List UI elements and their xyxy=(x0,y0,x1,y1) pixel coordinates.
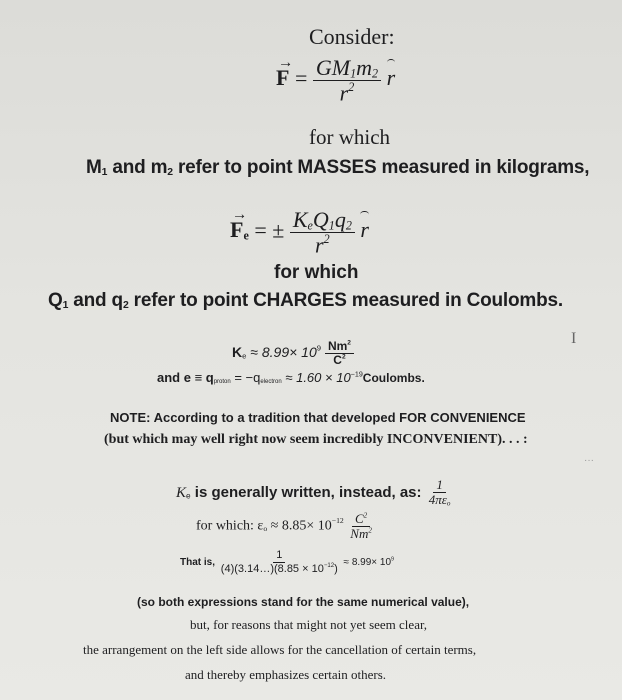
that-is-fraction: $\frac{1}{(4)(3.14\dots)(8.85 \times 10^{-12})}$ xyxy=(220,549,338,575)
so-both-line: (so both expressions stand for the same numerical value), xyxy=(137,595,470,609)
gravity-fraction: $\frac{GM_1m_2}{r^2}$ xyxy=(313,56,381,105)
unit-vector-r-2: r xyxy=(360,217,369,243)
epsilon-value: for which: $\varepsilon_o \approx 8.85\times 10^{-12}$ $\frac{C^2}{Nm^2}$ xyxy=(196,512,375,540)
but-for-line: but, for reasons that might not yet seem clear, xyxy=(190,617,428,632)
equals-sign: = xyxy=(294,65,308,91)
inverse-4-pi-epsilon-fraction: $\frac{1}{4\pi\varepsilon_o}$ xyxy=(428,477,451,508)
masses-line: $M_1$ and $m_2$ refer to point MASSES measured in kilograms, xyxy=(86,157,590,179)
unit-vector-r: r xyxy=(386,65,396,91)
gravity-equation xyxy=(276,56,395,105)
electric-force-vector: → $F_e$ xyxy=(230,217,249,243)
charge-definition: and $e \equiv q_{proton} = -q_{electron} \approx 1.60$ × $10^{-19}Coulombs$. xyxy=(157,370,425,386)
epsilon-unit-fraction: $\frac{C^2}{Nm^2}$ xyxy=(350,511,372,541)
coulomb-fraction: $\frac{K_eQ_1q_2}{r^2}$ xyxy=(290,208,355,257)
ellipsis-marker: ··· xyxy=(584,455,594,466)
ke-unit-fraction: $\frac{Nm^2}{C^2}$ xyxy=(325,340,354,366)
charges-line: $Q_1$ and $q_2$ refer to point CHARGES measured in Coulombs. xyxy=(48,290,563,312)
force-vector: → F xyxy=(276,65,289,91)
emphasizes-line: and thereby emphasizes certain others. xyxy=(185,667,387,682)
that-is-line: That is, $\frac{1}{(4)(3.14\dots)(8.85 \times 10^{-12})}$ ≈ $8.99\times 10^9$ xyxy=(180,549,395,575)
for-which-2: for which xyxy=(274,262,359,283)
coulomb-equation: → $F_e$ = ± $\frac{K_eQ_1q_2}{r^2}$ r xyxy=(230,208,369,257)
cursor-ibeam-icon: I xyxy=(571,330,577,347)
note-line-1: NOTE: According to a tradition that developed FOR CONVENIENCE xyxy=(110,410,526,425)
ke-value: $K_e \approx 8.99\times 10^9$ $\frac{Nm^2}{C^2}$ xyxy=(232,340,354,366)
arrangement-line: the arrangement on the left side allows for the cancellation of certain terms, xyxy=(83,642,477,657)
consider-heading: Consider: xyxy=(309,24,395,49)
for-which-1: for which xyxy=(309,125,391,149)
k-written-line: $K_e$ is generally written, instead, as: $\frac{1}{4\pi\varepsilon_o}$ xyxy=(176,478,453,508)
note-line-2: (but which may well right now seem incredibly INCONVENIENT). . . : xyxy=(104,432,528,447)
